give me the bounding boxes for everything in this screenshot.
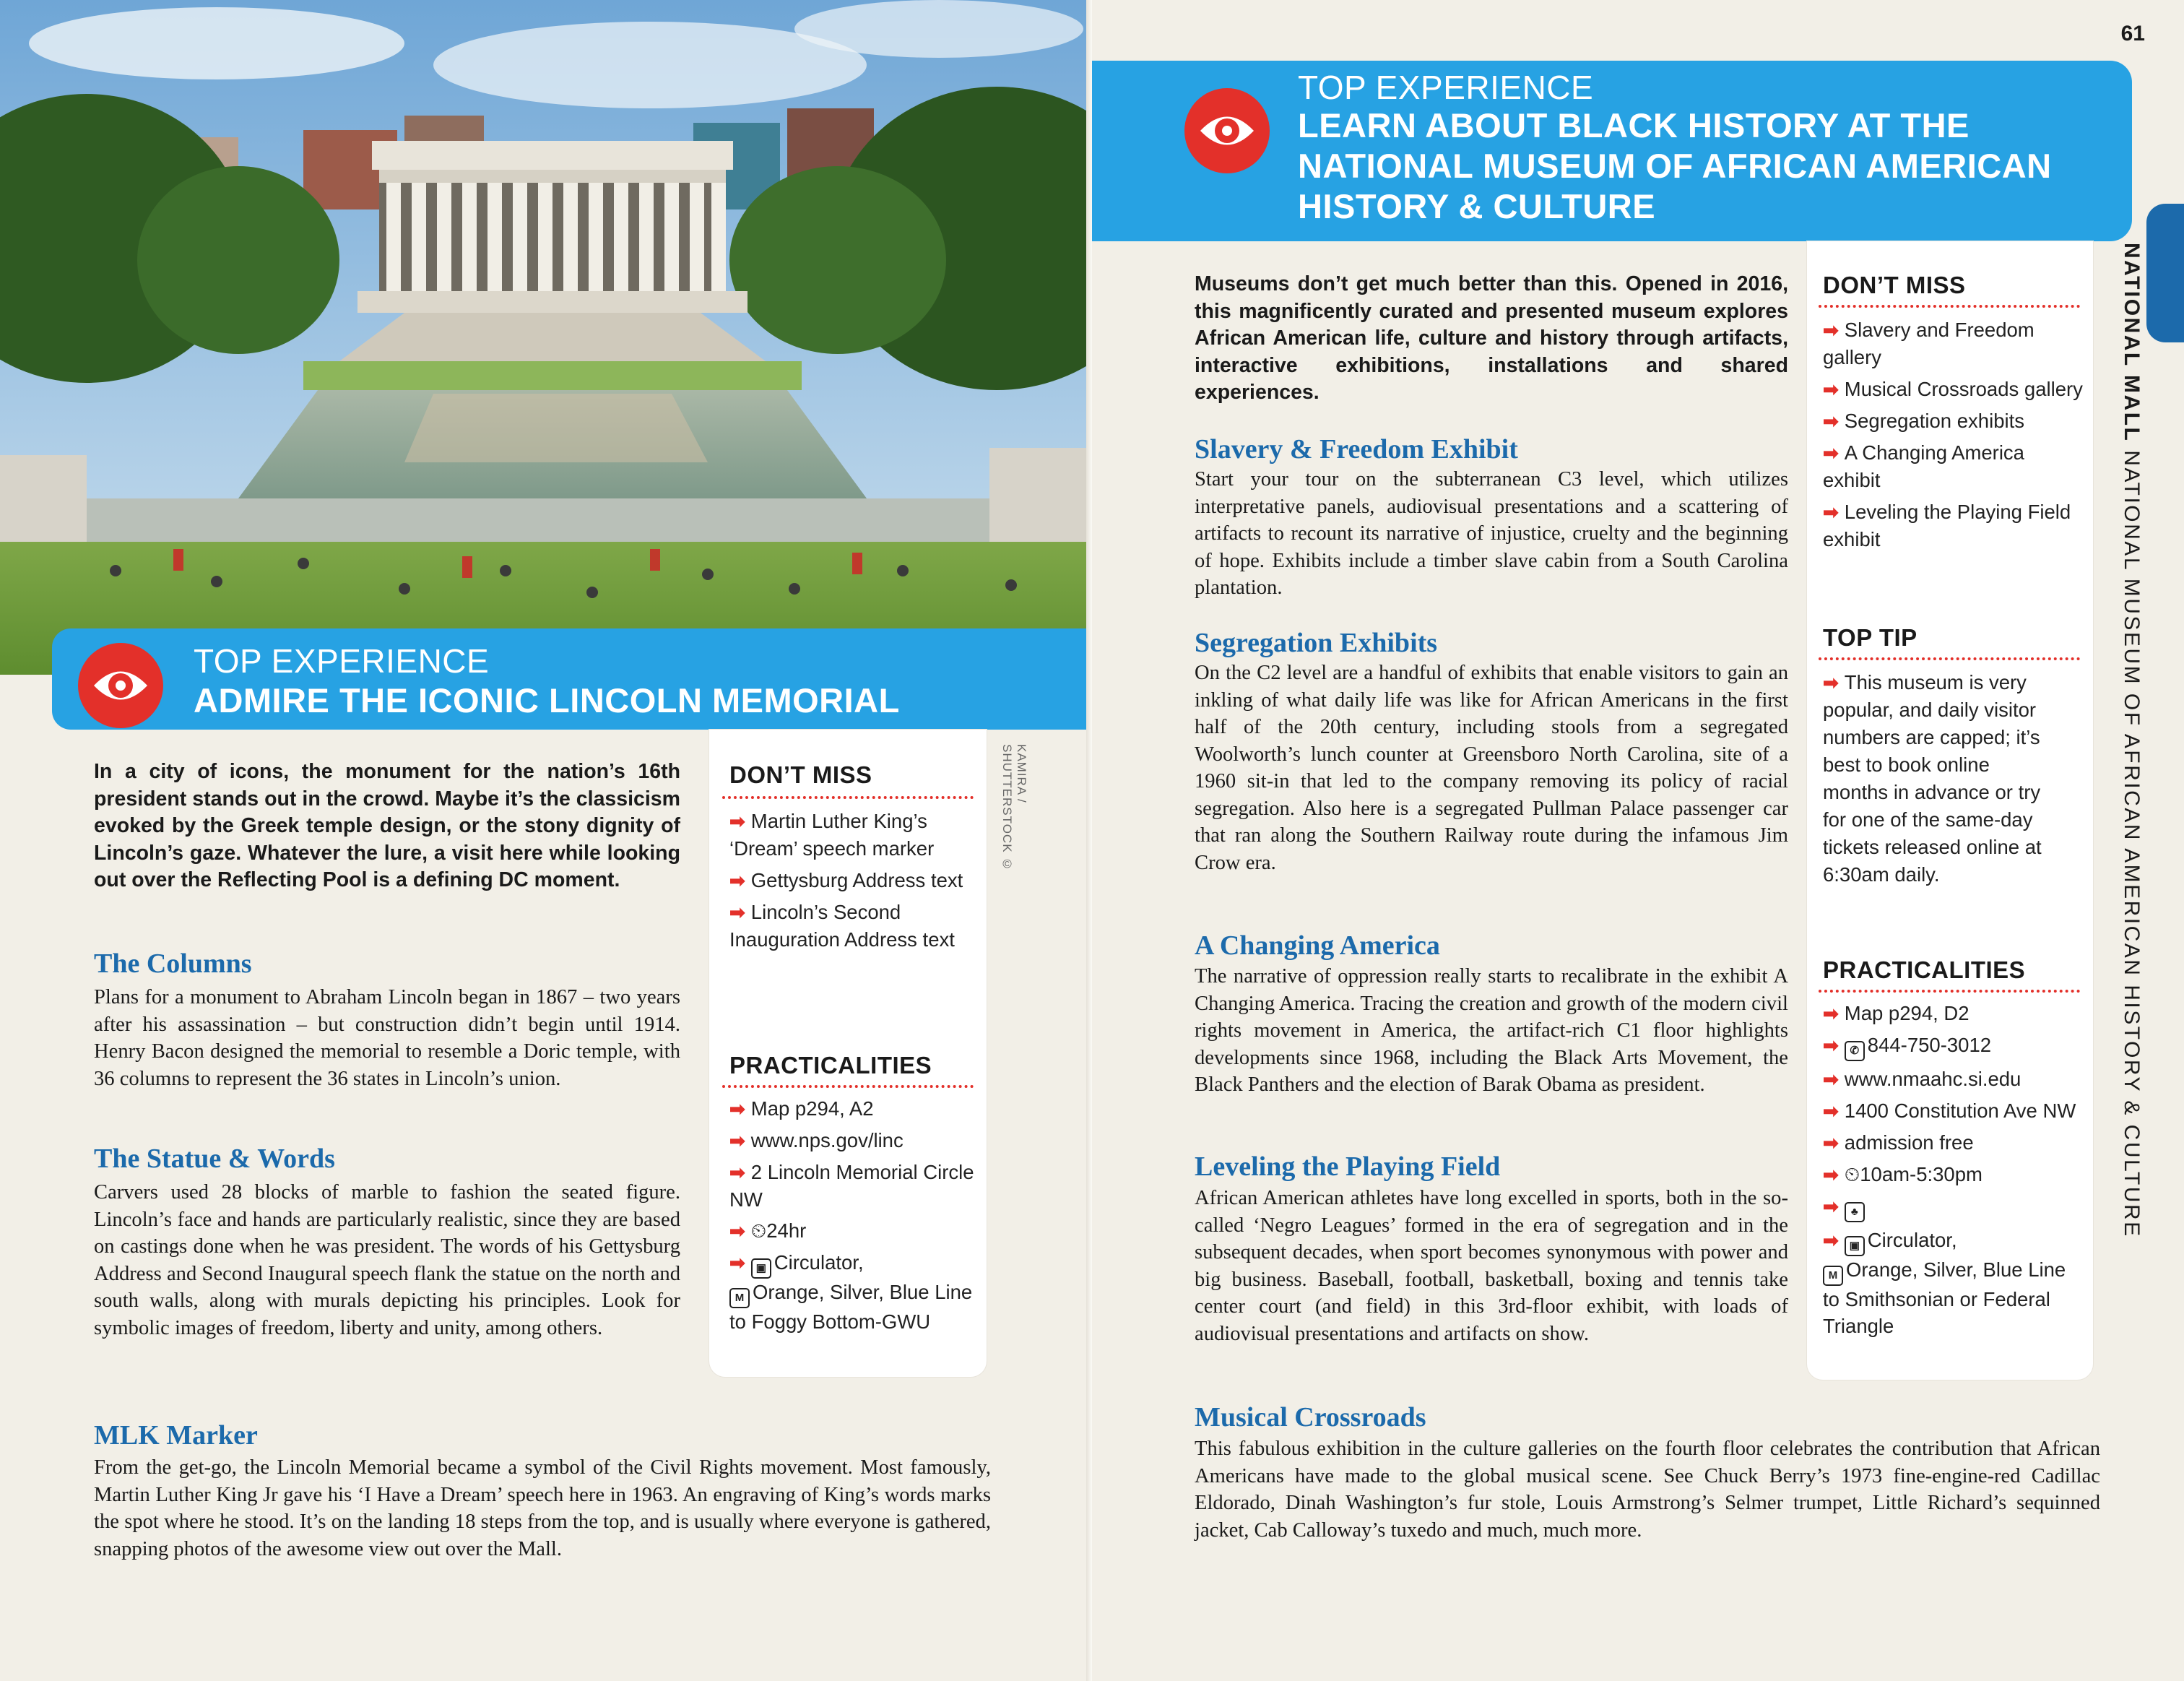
list-item: ➡ Slavery and Freedom gallery [1823, 319, 2034, 368]
arrow-icon: ➡ [1823, 319, 1839, 341]
eye-icon [78, 643, 163, 728]
banner-kicker: TOP EXPERIENCE [194, 642, 490, 680]
list-item: ➡ Gettysburg Address text [729, 869, 963, 891]
list-item [1823, 1032, 2083, 1061]
page-number: 61 [2120, 22, 2145, 46]
section-heading: The Columns [94, 948, 252, 979]
top-experience-banner-museum [1092, 61, 2132, 241]
list-item: ➡ Segregation exhibits [1823, 410, 2024, 432]
sidebar-museum [1807, 241, 2093, 1380]
photo-credit: KAMIRA / SHUTTERSTOCK © [1000, 744, 1028, 872]
list-item: ➡ Musical Crossroads gallery [1823, 378, 2083, 400]
arrow-icon: ➡ [1823, 379, 1839, 400]
intro-paragraph: Museums don’t get much better than this. Opened in 2016, this magnificently curated and presented museum explores African American life, culture and history through artifacts, interactive exhibitions, installations and shared experiences. [1195, 272, 1788, 404]
lincoln-memorial-photo [0, 0, 1092, 675]
list-item: ➡ Leveling the Playing Field exhibit [1823, 501, 2071, 550]
bus-icon: ▣ [1845, 1236, 1865, 1256]
list-item: ➡ A Changing America exhibit [1823, 441, 2024, 491]
phone-icon: ✆ [1845, 1041, 1865, 1061]
list-item: ➡ Map p294, A2 [729, 1097, 874, 1120]
list-item [729, 1127, 979, 1154]
family-friendly-icon: ♣ [1845, 1202, 1865, 1222]
list-item: ➡ admission free [1823, 1131, 1974, 1154]
arrow-icon: ➡ [729, 811, 745, 832]
list-item: ➡ 2 Lincoln Memorial Circle NW [729, 1161, 974, 1211]
list-item [1823, 1066, 2083, 1093]
dont-miss-heading: DON’T MISS [729, 761, 872, 788]
arrow-icon: ➡ [1823, 1132, 1839, 1154]
section-body: This fabulous exhibition in the culture galleries on the fourth floor celebrates the contribution that African Americans have made to the global musical scene. See Chuck Berry’s 1973 fine-engine-red Cadillac Eldorado, Dinah Washington’s fur stole, Louis Armstrong’s Selmer trumpet, Little Richard’s sequinned jacket, Cab Calloway’s tuxedo and much, much more. [1195, 1438, 2100, 1542]
running-head [2103, 243, 2144, 1238]
arrow-icon: ➡ [1823, 410, 1839, 432]
website-link[interactable]: www.nps.gov/linc [750, 1129, 904, 1151]
top-tip-text: ➡ This museum is very popular, and daily visitor numbers are capped; it’s best to book online months in advance or try for one of the same-day tickets released online at 6:30am daily. [1823, 671, 2042, 886]
eye-icon [1184, 88, 1270, 173]
website-link[interactable]: www.nmaahc.si.edu [1844, 1068, 2022, 1090]
arrow-icon: ➡ [1823, 1100, 1839, 1122]
top-experience-banner-lincoln [52, 628, 1092, 730]
arrow-icon: ➡ [1823, 672, 1839, 693]
arrow-icon: ➡ [729, 1130, 745, 1151]
section-heading: The Statue & Words [94, 1144, 335, 1174]
section-body: African American athletes have long excelled in sports, both in the so-called ‘Negro Leagues’ formed in the era of segregation and in the subsequent decades, when sport becomes synonymous with power and big business. Baseball, football, basketball, boxing and tennis take center court (and field) in this 3rd-floor exhibit, with loads of audiovisual presentations and artifacts on show. [1195, 1187, 1788, 1345]
section-body: Plans for a monument to Abraham Lincoln began in 1867 – two years after his assassination – but construction didn’t begin until 1914. Henry Bacon designed the memorial to resemble a Doric temple, with 36 columns to represent the 36 states in Lincoln’s union. [94, 986, 680, 1090]
section-body: Start your tour on the subterranean C3 level, which utilizes interpretative panels, audiovisual presentations and a scattering of artifacts to recount its narrative of injustice, cruelty and the beginning of hope. Exhibits include a timber slave cabin from a South Carolina plantation. [1195, 468, 1788, 599]
arrow-icon: ➡ [1823, 1034, 1839, 1056]
list-item [1823, 1193, 2083, 1222]
arrow-icon: ➡ [1823, 1003, 1839, 1024]
arrow-icon: ➡ [1823, 1068, 1839, 1090]
arrow-icon: ➡ [1823, 1230, 1839, 1251]
list-item: ➡ Martin Luther King’s ‘Dream’ speech marker [729, 810, 935, 860]
arrow-icon: ➡ [1823, 1196, 1839, 1217]
dont-miss-heading: DON’T MISS [1823, 272, 1966, 298]
dotted-divider [1819, 657, 2080, 660]
arrow-icon: ➡ [729, 870, 745, 891]
metro-icon: M [729, 1288, 750, 1308]
top-tip-heading: TOP TIP [1823, 624, 1918, 651]
practicalities-list [1823, 1000, 2083, 1344]
section-heading: Musical Crossroads [1195, 1402, 1426, 1432]
arrow-icon: ➡ [729, 902, 745, 923]
section-heading: Slavery & Freedom Exhibit [1195, 434, 1518, 464]
section-heading: MLK Marker [94, 1420, 258, 1451]
arrow-icon: ➡ [729, 1098, 745, 1120]
practicalities-list [729, 1095, 979, 1339]
phone-number[interactable]: 844-750-3012 [1867, 1034, 1992, 1056]
dont-miss-list [1823, 316, 2083, 558]
arrow-icon: ➡ [1823, 1164, 1839, 1185]
dotted-divider [1819, 305, 2080, 308]
list-item: ➡ 1400 Constitution Ave NW [1823, 1099, 2076, 1122]
list-item: ➡ ⏲10am-5:30pm [1823, 1163, 1982, 1185]
section-heading: Segregation Exhibits [1195, 628, 1438, 658]
clock-icon: ⏲ [1844, 1163, 1860, 1185]
arrow-icon: ➡ [1823, 442, 1839, 464]
dotted-divider [722, 796, 974, 799]
list-item: ➡ ▣ Circulator, M Orange, Silver, Blue Line to Smithsonian or Federal Triangle [1823, 1229, 2066, 1337]
list-item: ➡ Lincoln’s Second Inauguration Address text [729, 901, 955, 951]
arrow-icon: ➡ [729, 1162, 745, 1183]
section-body: From the get-go, the Lincoln Memorial became a symbol of the Civil Rights movement. Most famously, Martin Luther King Jr gave his ‘I Have a Dream’ speech here in 1963. An engraving of King’s words marks the spot where he stood. It’s on the landing 18 steps from the top, and is usually where everyone is gathered, snapping photos of the awesome view out over the Mall. [94, 1456, 991, 1560]
section-heading: Leveling the Playing Field [1195, 1151, 1501, 1182]
practicalities-heading: PRACTICALITIES [1823, 956, 2026, 983]
banner-kicker: TOP EXPERIENCE [1298, 69, 1594, 106]
running-head-section: NATIONAL MALL [2120, 243, 2144, 443]
section-body: On the C2 level are a handful of exhibits that enable visitors to gain an inkling of what daily life was like for African Americans in the first half of the 20th century, including stools from a segregated Woolworth’s lunch counter at Greensboro North Carolina, site of a 1960 sit-in that led to the company removing its policy of racial segregation. Also here is a segregated Pullman Palace passenger car that ran along the Southern Railway route during the infamous Jim Crow era. [1195, 662, 1788, 874]
dotted-divider [722, 1085, 974, 1088]
sidebar-lincoln [709, 730, 987, 1377]
arrow-icon: ➡ [729, 1252, 745, 1274]
metro-icon: M [1823, 1266, 1843, 1286]
right-page [1092, 0, 2184, 1681]
list-item: ➡ ▣ Circulator, M Orange, Silver, Blue Line to Foggy Bottom-GWU [729, 1251, 973, 1333]
section-body: The narrative of oppression really starts to recalibrate in the exhibit A Changing America. Tracing the creation and growth of the modern civil rights movement in America, the artifact-rich C1 floor highlights developments since 1968, including the Black Arts Movement, the Black Panthers and the election of Barak Obama as president. [1195, 965, 1788, 1096]
dotted-divider [1819, 990, 2080, 993]
banner-headline: LEARN ABOUT BLACK HISTORY AT THE NATIONAL MUSEUM OF AFRICAN AMERICAN HISTORY & CULTURE [1298, 106, 2052, 225]
arrow-icon: ➡ [1823, 501, 1839, 523]
running-head-title: NATIONAL MUSEUM OF AFRICAN AMERICAN HISTORY & CULTURE [2120, 450, 2144, 1238]
chapter-thumb-tab [2146, 204, 2184, 342]
list-item: ➡ Map p294, D2 [1823, 1002, 1970, 1024]
bus-icon: ▣ [751, 1258, 771, 1279]
dont-miss-list [729, 808, 979, 958]
clock-icon: ⏲ [750, 1219, 767, 1242]
intro-paragraph: In a city of icons, the monument for the nation’s 16th president stands out in the crowd. Maybe it’s the classicism evoked by the Greek temple design, or the stony dignity of Lincoln’s gaze. Whatever the lure, a visit here while looking out over the Reflecting Pool is a defining DC moment. [94, 760, 680, 891]
arrow-icon: ➡ [729, 1220, 745, 1242]
practicalities-heading: PRACTICALITIES [729, 1052, 932, 1079]
section-body: Carvers used 28 blocks of marble to fashion the seated figure. Lincoln’s face and hands are particularly realistic, since they are based on castings done when he was president. The words of his Gettysburg Address and Second Inaugural speech flank the statue on the north and south walls, along with murals depicting his principles. Look for symbolic images of freedom, liberty and unity, among others. [94, 1181, 680, 1339]
banner-headline: ADMIRE THE ICONIC LINCOLN MEMORIAL [194, 681, 900, 719]
list-item: ➡ ⏲24hr [729, 1219, 807, 1242]
section-heading: A Changing America [1195, 930, 1440, 961]
